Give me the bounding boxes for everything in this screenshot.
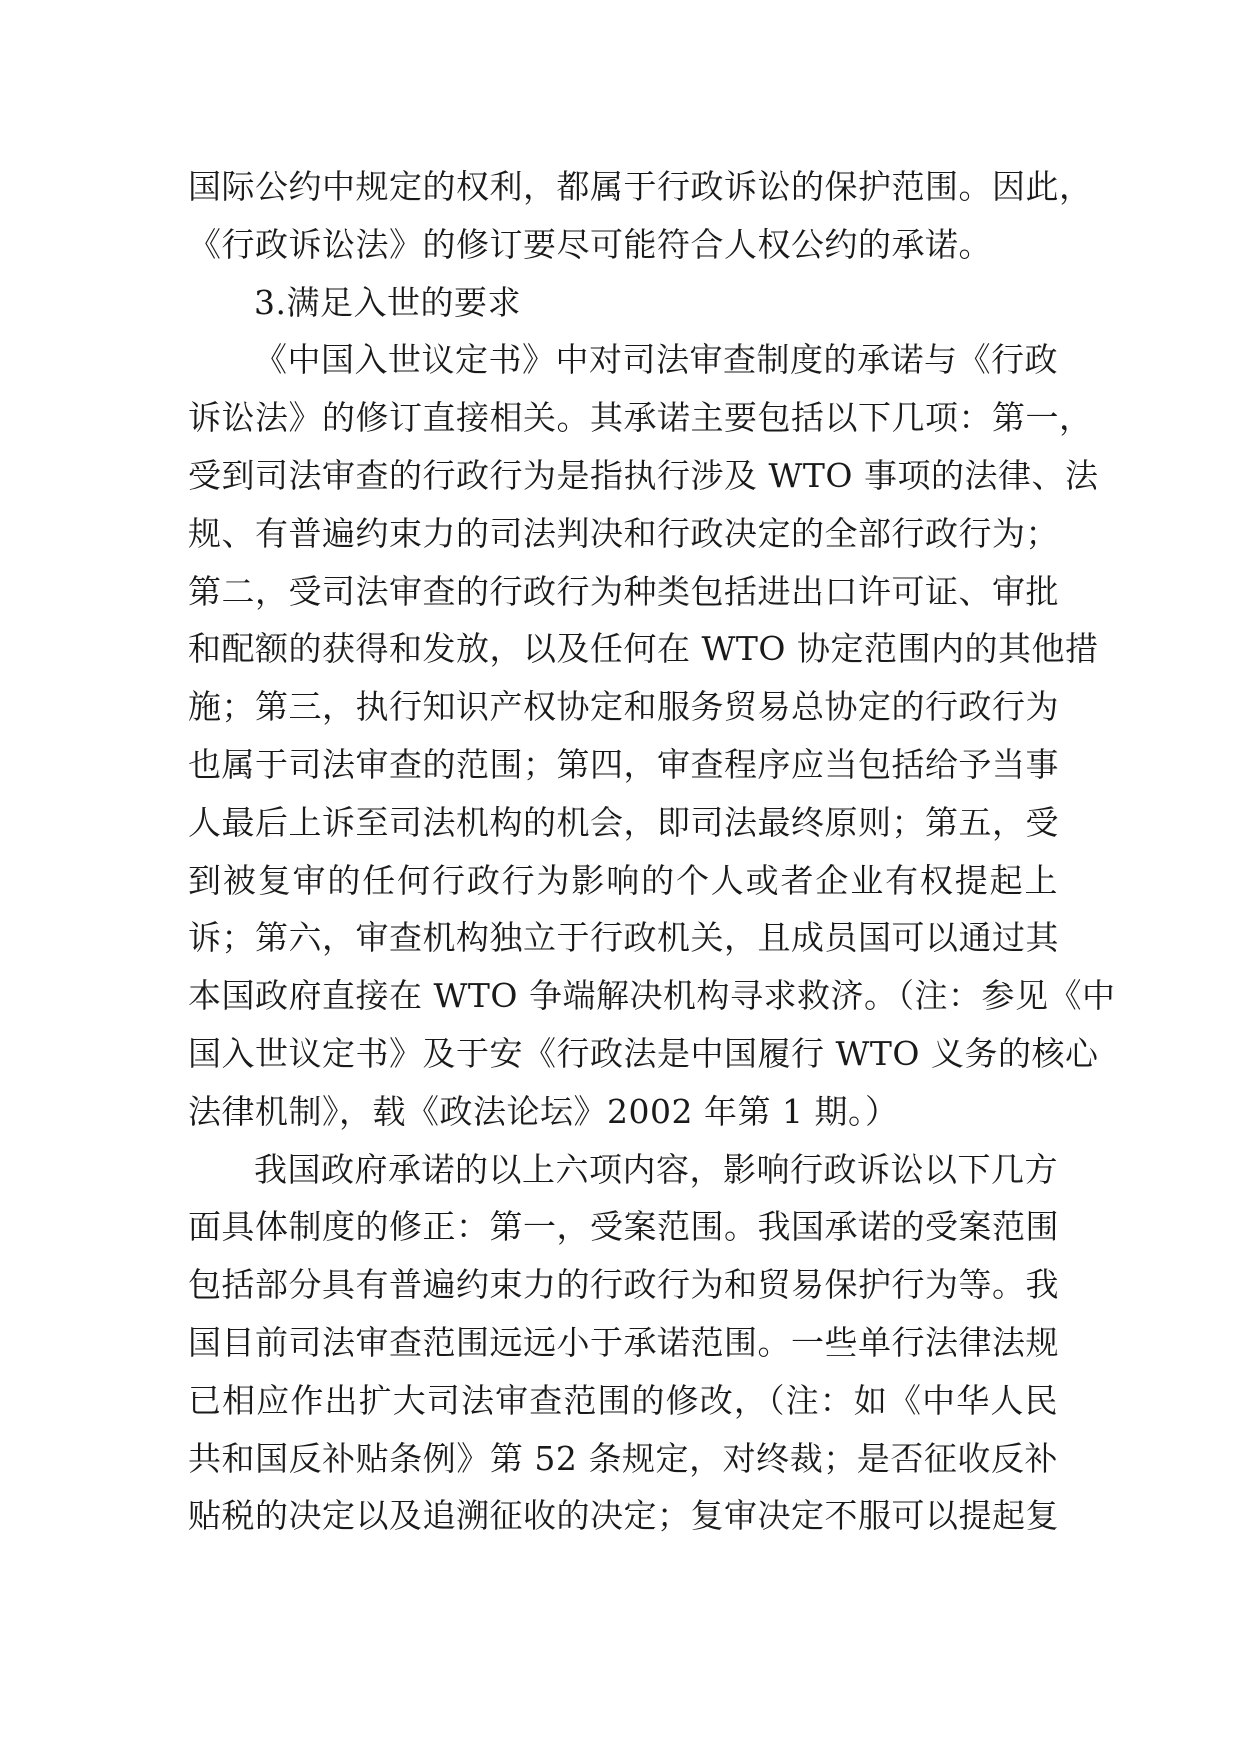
text-line: 3.满足入世的要求 (254, 282, 521, 322)
text-line: 人最后上诉至司法机构的机会，即司法最终原则；第五，受 (188, 802, 1059, 842)
text-line: 诉讼法》的修订直接相关。其承诺主要包括以下几项：第一， (188, 398, 1093, 438)
paragraph (188, 1141, 1058, 1546)
text-line: 《行政诉讼法》的修订要尽可能符合人权公约的承诺。 (188, 224, 992, 264)
text-line: 施；第三，执行知识产权协定和服务贸易总协定的行政行为 (188, 687, 1059, 727)
text-line: 法律机制》，载《政法论坛》2002 年第 1 期。） (188, 1091, 899, 1131)
text-line: 贴税的决定以及追溯征收的决定；复审决定不服可以提起复 (188, 1496, 1059, 1536)
text-line: 我国政府承诺的以上六项内容，影响行政诉讼以下几方 (254, 1149, 1058, 1189)
text-line: 也属于司法审查的范围；第四，审查程序应当包括给予当事 (188, 744, 1059, 784)
text-line: 《中国入世议定书》中对司法审查制度的承诺与《行政 (254, 340, 1058, 380)
text-line: 受到司法审查的行政行为是指执行涉及 WTO 事项的法律、法 (188, 455, 1099, 495)
text-line: 第二，受司法审查的行政行为种类包括进出口许可证、审批 (188, 571, 1059, 611)
text-line: 国入世议定书》及于安《行政法是中国履行 WTO 义务的核心 (188, 1033, 1099, 1073)
text-line: 诉；第六，审查机构独立于行政机关，且成员国可以通过其 (188, 918, 1059, 958)
section-heading (188, 274, 1058, 332)
text-line: 国际公约中规定的权利，都属于行政诉讼的保护范围。因此， (188, 167, 1093, 206)
text-line: 包括部分具有普遍约束力的行政行为和贸易保护行为等。我 (188, 1265, 1059, 1305)
paragraph (188, 331, 1116, 1140)
text-line: 本国政府直接在 WTO 争端解决机构寻求救济。（注：参见《中 (188, 976, 1116, 1016)
text-line: 和配额的获得和发放，以及任何在 WTO 协定范围内的其他措 (188, 629, 1099, 669)
document-body (188, 158, 1116, 1545)
paragraph (188, 158, 1093, 274)
text-line: 面具体制度的修正：第一，受案范围。我国承诺的受案范围 (188, 1207, 1059, 1247)
text-line: 国目前司法审查范围远远小于承诺范围。一些单行法律法规 (188, 1322, 1059, 1362)
text-line: 已相应作出扩大司法审查范围的修改，（注：如《中华人民 (188, 1380, 1058, 1420)
text-line: 到被复审的任何行政行为影响的个人或者企业有权提起上 (188, 860, 1058, 900)
text-line: 规、有普遍约束力的司法判决和行政决定的全部行政行为； (188, 513, 1059, 553)
text-line: 共和国反补贴条例》第 52 条规定，对终裁；是否征收反补 (188, 1438, 1058, 1478)
